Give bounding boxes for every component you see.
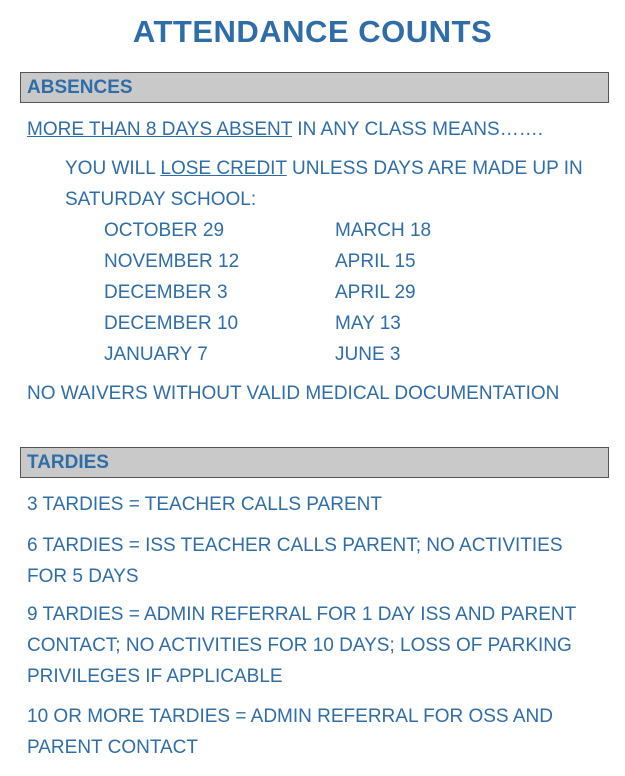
consequence-line2: SATURDAY SCHOOL: bbox=[65, 189, 257, 210]
date-right-4: MAY 13 bbox=[335, 313, 401, 334]
consequence-rest: UNLESS DAYS ARE MADE UP IN bbox=[286, 158, 583, 179]
tardy-rule-6: 6 TARDIES = ISS TEACHER CALLS PARENT; NO ACTIVITIES FOR 5 DAYS bbox=[27, 535, 563, 587]
date-right-2: APRIL 15 bbox=[335, 251, 416, 272]
waiver-note: NO WAIVERS WITHOUT VALID MEDICAL DOCUMENTATION bbox=[27, 383, 560, 404]
date-left-3: DECEMBER 3 bbox=[104, 282, 228, 303]
tardy-rule-10: 10 OR MORE TARDIES = ADMIN REFERRAL FOR OSS AND PARENT CONTACT bbox=[27, 706, 553, 758]
absences-header: ABSENCES bbox=[20, 72, 609, 103]
date-right-5: JUNE 3 bbox=[335, 344, 401, 365]
absence-rule-underlined: MORE THAN 8 DAYS ABSENT bbox=[27, 119, 293, 140]
page-title: ATTENDANCE COUNTS bbox=[132, 14, 493, 49]
absence-consequence bbox=[65, 153, 583, 184]
tardies-header: TARDIES bbox=[20, 447, 609, 478]
date-left-4: DECEMBER 10 bbox=[104, 313, 239, 334]
date-right-1: MARCH 18 bbox=[335, 220, 432, 241]
tardy-rule-9: 9 TARDIES = ADMIN REFERRAL FOR 1 DAY ISS AND PARENT CONTACT; NO ACTIVITIES FOR 10 DAYS; LOSS OF PARKING PRIVILEGES IF APPLICABLE bbox=[27, 604, 576, 687]
date-left-5: JANUARY 7 bbox=[104, 344, 208, 365]
date-left-2: NOVEMBER 12 bbox=[104, 251, 240, 272]
date-left-1: OCTOBER 29 bbox=[104, 220, 225, 241]
consequence-underlined: LOSE CREDIT bbox=[160, 158, 287, 179]
tardy-rule-3: 3 TARDIES = TEACHER CALLS PARENT bbox=[27, 494, 382, 515]
absence-rule-rest: IN ANY CLASS MEANS……. bbox=[292, 119, 543, 140]
consequence-prefix: YOU WILL bbox=[65, 158, 161, 179]
absence-rule bbox=[27, 114, 543, 145]
date-right-3: APRIL 29 bbox=[335, 282, 416, 303]
